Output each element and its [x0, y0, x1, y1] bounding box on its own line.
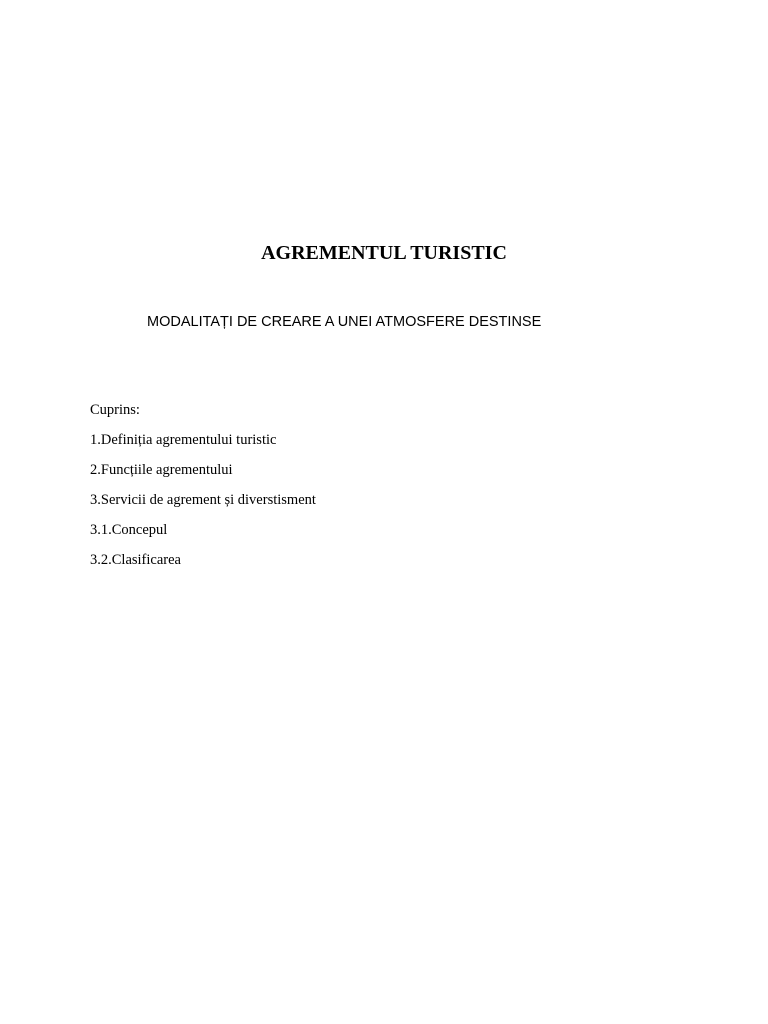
- toc-item-clasificare: 3.2.Clasificarea: [90, 552, 181, 568]
- toc-item-definitie: 1.Definiția agrementului turistic: [90, 432, 277, 448]
- table-of-contents: [90, 400, 316, 580]
- toc-item-servicii: 3.Servicii de agrement și diverstisment: [90, 492, 316, 508]
- toc-item-concept: 3.1.Concepul: [90, 522, 168, 538]
- toc-heading: Cuprins:: [90, 402, 140, 418]
- document-title: AGREMENTUL TURISTIC: [261, 242, 507, 264]
- toc-list: [90, 430, 316, 570]
- document-subtitle: MODALITAȚI DE CREARE A UNEI ATMOSFERE DESTINSE: [147, 314, 542, 330]
- toc-item-functii: 2.Funcțiile agrementului: [90, 462, 233, 478]
